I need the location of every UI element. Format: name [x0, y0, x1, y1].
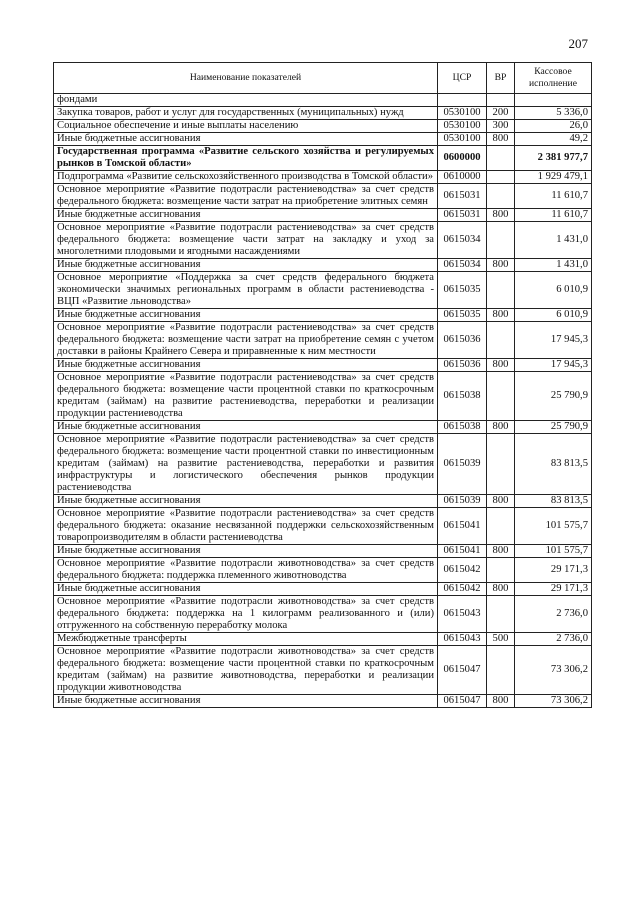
- row-name-cell: Иные бюджетные ассигнования: [54, 309, 438, 322]
- row-csr-cell: 0615036: [438, 322, 487, 359]
- row-amount-cell: 25 790,9: [515, 372, 592, 421]
- row-vr-cell: [487, 184, 515, 209]
- row-csr-cell: 0530100: [438, 133, 487, 146]
- row-amount-cell: 17 945,3: [515, 322, 592, 359]
- table-row: [54, 545, 592, 558]
- row-csr-cell: 0615035: [438, 272, 487, 309]
- row-amount-cell: 17 945,3: [515, 359, 592, 372]
- row-csr-cell: 0615036: [438, 359, 487, 372]
- table-row: [54, 94, 592, 107]
- table-row: [54, 107, 592, 120]
- row-amount-cell: 1 431,0: [515, 259, 592, 272]
- row-vr-cell: 800: [487, 209, 515, 222]
- row-csr-cell: [438, 94, 487, 107]
- table-row: [54, 222, 592, 259]
- page-number: 207: [568, 36, 588, 51]
- row-amount-cell: 11 610,7: [515, 209, 592, 222]
- row-csr-cell: 0615047: [438, 695, 487, 708]
- row-name-cell: Иные бюджетные ассигнования: [54, 133, 438, 146]
- row-amount-cell: 26,0: [515, 120, 592, 133]
- row-csr-cell: 0615047: [438, 646, 487, 695]
- row-vr-cell: [487, 434, 515, 495]
- row-csr-cell: 0600000: [438, 146, 487, 171]
- row-csr-cell: 0610000: [438, 171, 487, 184]
- row-amount-cell: 2 381 977,7: [515, 146, 592, 171]
- row-name-cell: Основное мероприятие «Развитие подотрасли растениеводства» за счет средств федерального бюджета: возмещение части процентной ставки по инвестиционным кредитам (займам) на развитие растениеводства, переработки и развития инфраструктуры и логистического обеспечения рынков продукции растениеводства: [54, 434, 438, 495]
- row-csr-cell: 0615038: [438, 372, 487, 421]
- row-csr-cell: 0615038: [438, 421, 487, 434]
- row-amount-cell: 1 929 479,1: [515, 171, 592, 184]
- table-row: [54, 558, 592, 583]
- row-vr-cell: [487, 558, 515, 583]
- row-amount-cell: 2 736,0: [515, 633, 592, 646]
- row-vr-cell: 800: [487, 421, 515, 434]
- row-csr-cell: 0615039: [438, 434, 487, 495]
- budget-table: [53, 62, 592, 708]
- row-name-cell: Иные бюджетные ассигнования: [54, 495, 438, 508]
- table-row: [54, 259, 592, 272]
- row-csr-cell: 0615031: [438, 209, 487, 222]
- row-name-cell: Основное мероприятие «Развитие подотрасли растениеводства» за счет средств федерального бюджета: возмещение части процентной ставки по краткосрочным кредитам (займам) на развитие растениеводства, переработки и реализации продукции растениеводства: [54, 372, 438, 421]
- row-csr-cell: 0615043: [438, 633, 487, 646]
- row-name-cell: Основное мероприятие «Развитие подотрасли растениеводства» за счет средств федерального бюджета: оказание несвязанной поддержки сельскохозяйственным товаропроизводителям в области растениеводства: [54, 508, 438, 545]
- row-amount-cell: 29 171,3: [515, 583, 592, 596]
- row-name-cell: Основное мероприятие «Развитие подотрасли растениеводства» за счет средств федерального бюджета: возмещение части затрат на приобретение элитных семян: [54, 184, 438, 209]
- row-name-cell: Иные бюджетные ассигнования: [54, 421, 438, 434]
- table-row: [54, 695, 592, 708]
- row-csr-cell: 0615039: [438, 495, 487, 508]
- row-name-cell: Иные бюджетные ассигнования: [54, 583, 438, 596]
- row-name-cell: Иные бюджетные ассигнования: [54, 695, 438, 708]
- row-amount-cell: 83 813,5: [515, 495, 592, 508]
- row-vr-cell: 800: [487, 583, 515, 596]
- row-amount-cell: 49,2: [515, 133, 592, 146]
- row-name-cell: Иные бюджетные ассигнования: [54, 209, 438, 222]
- table-row: [54, 120, 592, 133]
- row-name-cell: Иные бюджетные ассигнования: [54, 359, 438, 372]
- row-name-cell: Основное мероприятие «Развитие подотрасли растениеводства» за счет средств федерального бюджета: возмещение части затрат на приобретение семян с учетом доставки в районы Крайнего Севера и приравненные к ним местности: [54, 322, 438, 359]
- row-vr-cell: [487, 146, 515, 171]
- table-row: [54, 133, 592, 146]
- row-name-cell: Основное мероприятие «Развитие подотрасли растениеводства» за счет средств федерального бюджета: возмещение части затрат на закладку и уход за многолетними плодовыми и ягодными насаждениями: [54, 222, 438, 259]
- table-row: [54, 434, 592, 495]
- row-name-cell: Основное мероприятие «Поддержка за счет средств федерального бюджета экономически значимых региональных программ в области растениеводства - ВЦП «Развитие льноводства»: [54, 272, 438, 309]
- row-vr-cell: 300: [487, 120, 515, 133]
- row-vr-cell: [487, 508, 515, 545]
- row-csr-cell: 0530100: [438, 120, 487, 133]
- table-body: [54, 94, 592, 708]
- row-csr-cell: 0615041: [438, 508, 487, 545]
- row-csr-cell: 0530100: [438, 107, 487, 120]
- table-row: [54, 322, 592, 359]
- row-csr-cell: 0615043: [438, 596, 487, 633]
- row-csr-cell: 0615042: [438, 558, 487, 583]
- row-vr-cell: [487, 222, 515, 259]
- row-amount-cell: 6 010,9: [515, 309, 592, 322]
- row-amount-cell: [515, 94, 592, 107]
- row-name-cell: Основное мероприятие «Развитие подотрасли животноводства» за счет средств федерального бюджета: поддержка племенного животноводства: [54, 558, 438, 583]
- row-vr-cell: 800: [487, 133, 515, 146]
- row-csr-cell: 0615031: [438, 184, 487, 209]
- row-vr-cell: [487, 646, 515, 695]
- row-vr-cell: 800: [487, 359, 515, 372]
- row-name-cell: Закупка товаров, работ и услуг для государственных (муниципальных) нужд: [54, 107, 438, 120]
- table-row: [54, 184, 592, 209]
- row-amount-cell: 11 610,7: [515, 184, 592, 209]
- row-amount-cell: 73 306,2: [515, 695, 592, 708]
- row-vr-cell: 200: [487, 107, 515, 120]
- header-amount: Кассовое исполнение: [515, 63, 592, 94]
- row-amount-cell: 83 813,5: [515, 434, 592, 495]
- row-vr-cell: [487, 272, 515, 309]
- table-row: [54, 309, 592, 322]
- row-amount-cell: 6 010,9: [515, 272, 592, 309]
- header-vr: ВР: [487, 63, 515, 94]
- table-row: [54, 495, 592, 508]
- table-row: [54, 508, 592, 545]
- row-vr-cell: [487, 596, 515, 633]
- row-vr-cell: 800: [487, 545, 515, 558]
- table-row: [54, 146, 592, 171]
- header-csr: ЦСР: [438, 63, 487, 94]
- table-row: [54, 421, 592, 434]
- row-amount-cell: 5 336,0: [515, 107, 592, 120]
- row-name-cell: Подпрограмма «Развитие сельскохозяйственного производства в Томской области»: [54, 171, 438, 184]
- row-amount-cell: 2 736,0: [515, 596, 592, 633]
- row-vr-cell: 500: [487, 633, 515, 646]
- row-vr-cell: [487, 171, 515, 184]
- row-csr-cell: 0615034: [438, 222, 487, 259]
- header-row: [54, 63, 592, 94]
- table-row: [54, 171, 592, 184]
- row-vr-cell: 800: [487, 259, 515, 272]
- row-vr-cell: [487, 94, 515, 107]
- row-name-cell: Иные бюджетные ассигнования: [54, 259, 438, 272]
- table-row: [54, 646, 592, 695]
- table-row: [54, 359, 592, 372]
- row-name-cell: Социальное обеспечение и иные выплаты населению: [54, 120, 438, 133]
- row-vr-cell: 800: [487, 495, 515, 508]
- row-amount-cell: 1 431,0: [515, 222, 592, 259]
- row-vr-cell: 800: [487, 695, 515, 708]
- row-csr-cell: 0615034: [438, 259, 487, 272]
- row-name-cell: Иные бюджетные ассигнования: [54, 545, 438, 558]
- table-row: [54, 633, 592, 646]
- row-amount-cell: 25 790,9: [515, 421, 592, 434]
- row-csr-cell: 0615035: [438, 309, 487, 322]
- row-vr-cell: [487, 372, 515, 421]
- row-amount-cell: 73 306,2: [515, 646, 592, 695]
- row-vr-cell: [487, 322, 515, 359]
- table-row: [54, 209, 592, 222]
- table-row: [54, 583, 592, 596]
- table-row: [54, 272, 592, 309]
- table-row: [54, 596, 592, 633]
- row-amount-cell: 101 575,7: [515, 545, 592, 558]
- row-name-cell: Государственная программа «Развитие сельского хозяйства и регулируемых рынков в Томской области»: [54, 146, 438, 171]
- row-vr-cell: 800: [487, 309, 515, 322]
- table-row: [54, 372, 592, 421]
- row-name-cell: фондами: [54, 94, 438, 107]
- row-name-cell: Межбюджетные трансферты: [54, 633, 438, 646]
- row-csr-cell: 0615041: [438, 545, 487, 558]
- row-name-cell: Основное мероприятие «Развитие подотрасли животноводства» за счет средств федерального бюджета: поддержка на 1 килограмм реализованного и (или) отгруженного на собственную переработку молока: [54, 596, 438, 633]
- row-amount-cell: 29 171,3: [515, 558, 592, 583]
- row-csr-cell: 0615042: [438, 583, 487, 596]
- header-name: Наименование показателей: [54, 63, 438, 94]
- row-name-cell: Основное мероприятие «Развитие подотрасли животноводства» за счет средств федерального бюджета: возмещение части процентной ставки по краткосрочным кредитам (займам) на развитие животноводства, переработки и реализации продукции животноводства: [54, 646, 438, 695]
- table-header: [54, 63, 592, 94]
- row-amount-cell: 101 575,7: [515, 508, 592, 545]
